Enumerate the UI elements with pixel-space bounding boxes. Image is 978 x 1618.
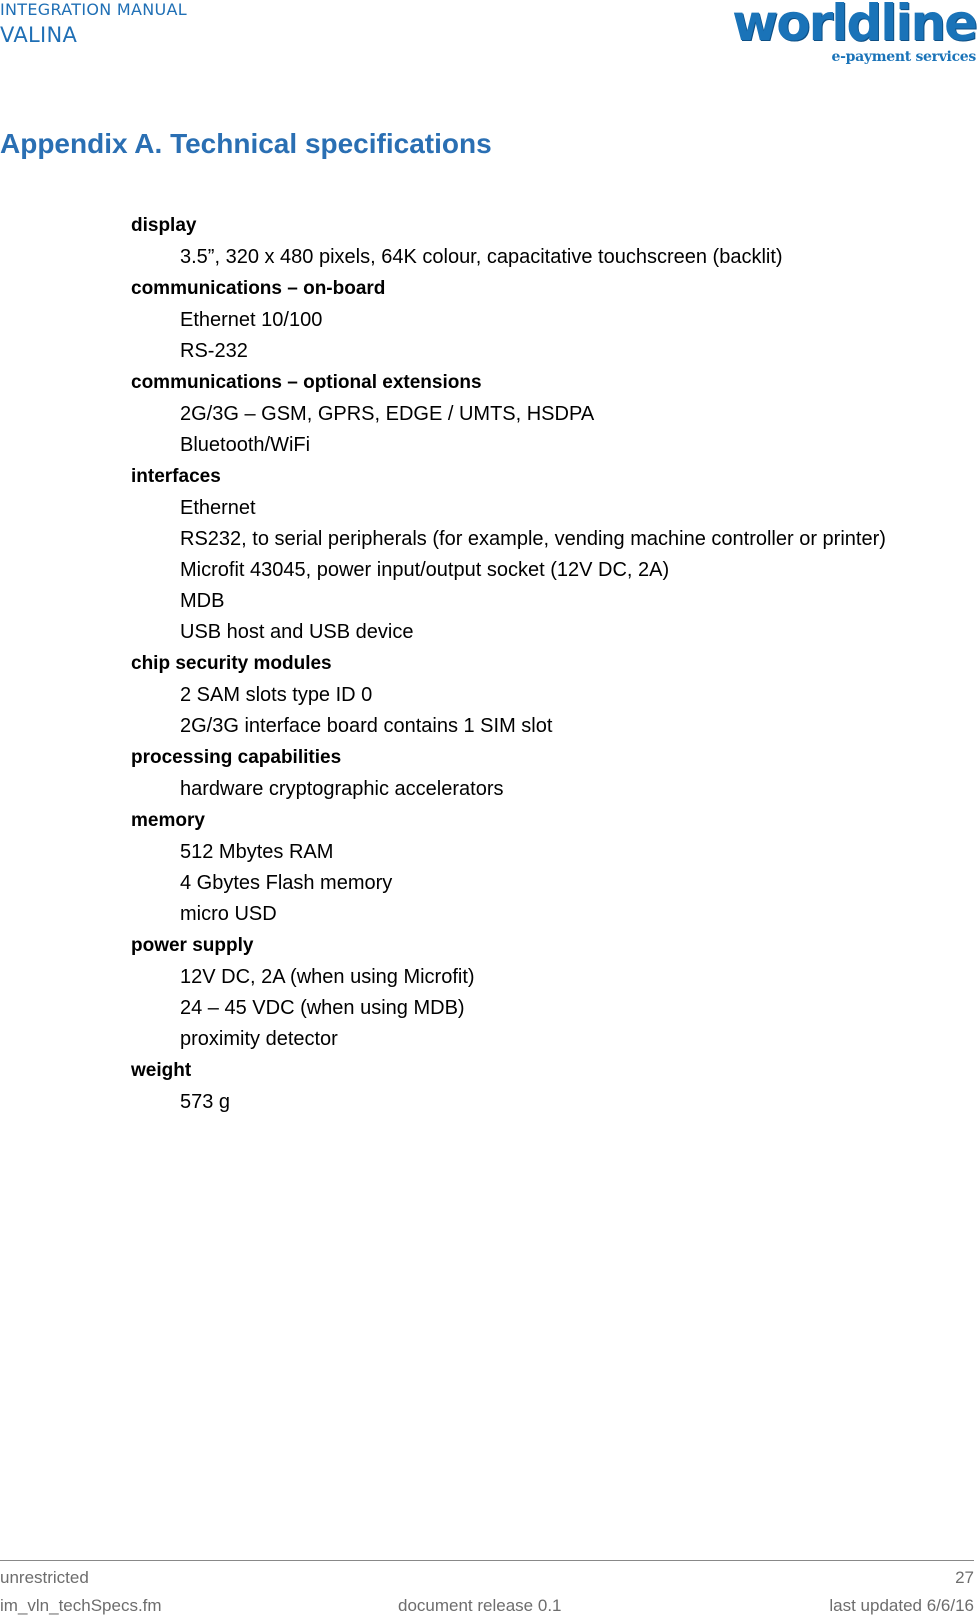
running-header: [0, 0, 187, 50]
spec-item: 2 SAM slots type ID 0: [180, 684, 373, 706]
spec-section-title: communications – optional extensions: [131, 372, 482, 393]
footer-release: document release 0.1: [398, 1596, 562, 1615]
spec-section-title: weight: [131, 1060, 192, 1081]
page-title: Appendix A. Technical specifications: [0, 128, 492, 159]
spec-item: 512 Mbytes RAM: [180, 841, 334, 863]
spec-item: Bluetooth/WiFi: [180, 434, 311, 456]
worldline-logo: [718, 0, 978, 70]
spec-item: RS232, to serial peripherals (for example, vending machine controller or printer): [180, 528, 886, 550]
footer-file-name: im_vln_techSpecs.fm: [0, 1596, 162, 1615]
footer-classification: unrestricted: [0, 1568, 89, 1587]
spec-item: Ethernet: [180, 497, 256, 519]
footer-divider: [0, 1560, 974, 1561]
spec-item: proximity detector: [180, 1028, 338, 1050]
spec-section-title: power supply: [131, 935, 254, 956]
spec-item: 2G/3G – GSM, GPRS, EDGE / UMTS, HSDPA: [180, 403, 595, 425]
spec-item: USB host and USB device: [180, 621, 414, 643]
logo-wordmark: worldline: [732, 0, 976, 52]
spec-section-title: interfaces: [131, 466, 221, 487]
footer-page-number: 27: [955, 1568, 974, 1587]
spec-section-title: display: [131, 215, 197, 236]
doc-type-label: INTEGRATION MANUAL: [0, 0, 187, 19]
spec-list: [131, 210, 971, 1118]
spec-item: 4 Gbytes Flash memory: [180, 872, 393, 894]
spec-item: 3.5”, 320 x 480 pixels, 64K colour, capacitative touchscreen (backlit): [180, 246, 783, 268]
spec-section-title: memory: [131, 810, 205, 831]
product-name: VALINA: [0, 23, 78, 47]
spec-item: 2G/3G interface board contains 1 SIM slot: [180, 715, 553, 737]
spec-item: hardware cryptographic accelerators: [180, 778, 504, 800]
spec-item: RS-232: [180, 340, 248, 362]
spec-item: micro USD: [180, 903, 277, 925]
spec-item: 573 g: [180, 1091, 231, 1113]
spec-section-title: chip security modules: [131, 653, 332, 674]
spec-item: 24 – 45 VDC (when using MDB): [180, 997, 465, 1019]
spec-section-title: processing capabilities: [131, 747, 342, 768]
spec-item: 12V DC, 2A (when using Microfit): [180, 966, 475, 988]
spec-item: MDB: [180, 590, 225, 612]
spec-item: Microfit 43045, power input/output socket (12V DC, 2A): [180, 559, 670, 581]
logo-tagline: e-payment services: [831, 49, 976, 65]
spec-section-title: communications – on-board: [131, 278, 386, 299]
spec-item: Ethernet 10/100: [180, 309, 323, 331]
footer-last-updated: last updated 6/6/16: [829, 1596, 974, 1615]
